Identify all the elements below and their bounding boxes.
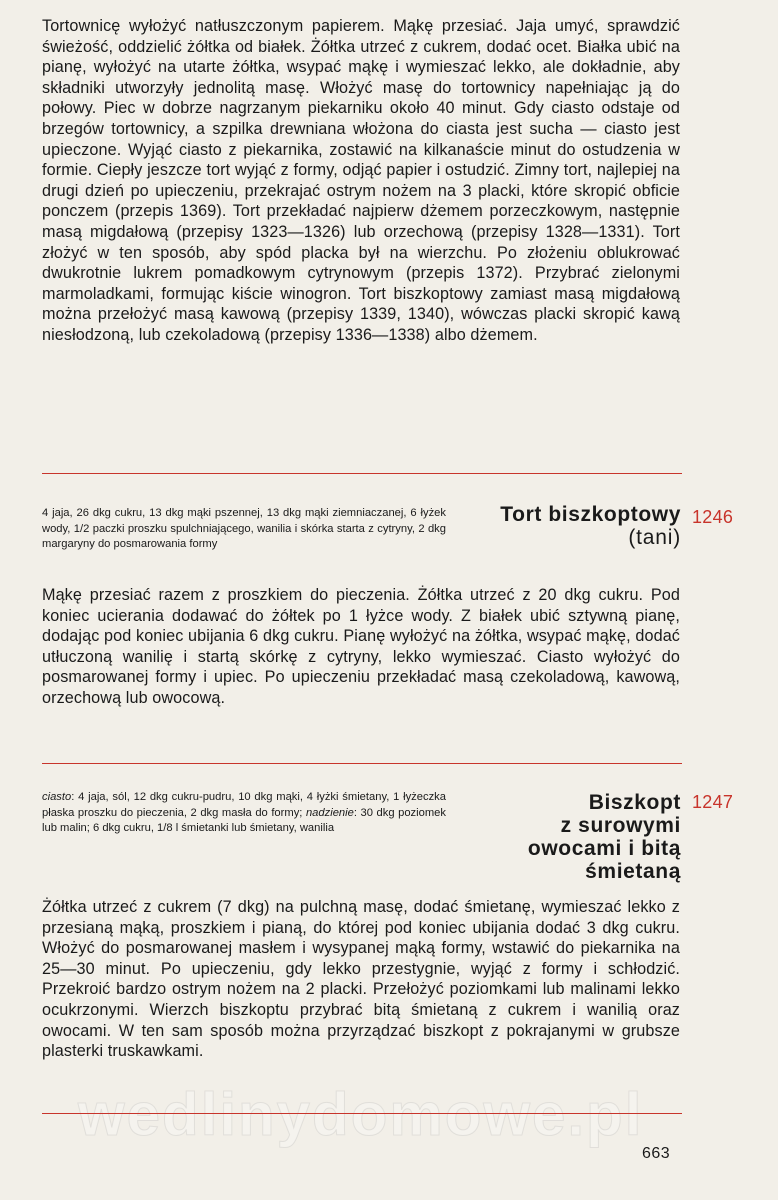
ingredients-ciasto: : 4 jaja, sól, 12 dkg cukru-pudru, 10 dkg mąki, 4 łyżki śmietany, 1 łyżeczka płaska proszku do pieczenia, 2 dkg masła do formy; bbox=[42, 791, 446, 819]
recipe-title-1247-line: z surowymi bbox=[560, 814, 681, 837]
recipe-title-1247 bbox=[451, 791, 681, 883]
recipe-subtitle-1246: (tani) bbox=[628, 526, 681, 549]
section-divider bbox=[42, 763, 682, 764]
ingredient-label-ciasto: ciasto bbox=[42, 791, 72, 803]
intro-paragraph: Tortownicę wyłożyć natłuszczonym papierem. Mąkę przesiać. Jaja umyć, sprawdzić świeżość, oddzielić żółtka od białek. Żółtka utrzeć z cukrem, dodać ocet. Białka ubić na pianę, wyłożyć na utarte żółtka, wsypać mąkę i wymieszać lekko, ale dokładnie, aby składniki utworzyły jednolitą masę. Włożyć masę do tortownicy napełniając ją do połowy. Piec w dobrze nagrzanym piekarniku około 40 minut. Gdy ciasto odstaje od brzegów tortownicy, a szpilka drewniana włożona do ciasta jest sucha — ciasto jest upieczone. Wyjąć ciasto z piekarnika, zostawić na kilkanaście minut do ostudzenia w formie. Ciepły jeszcze tort wyjąć z formy, odjąć papier i ostudzić. Zimny tort, najlepiej na drugi dzień po upieczeniu, przekrajać ostrym nożem na 3 placki, które skropić obficie ponczem (przepis 1369). Tort przekładać najpierw dżemem porzeczkowym, następnie masą migdałową (przepisy 1323—1326) lub orzechową (przepisy 1328—1331). Tort złożyć w ten sposób, aby spód placka był na wierzchu. Po złożeniu oblukrować dwukrotnie lukrem pomadkowym cytrynowym (przepis 1372). Przybrać zielonymi marmoladkami, formując kiście winogron. Tort biszkoptowy zamiast masą migdałową można przełożyć masą kawową (przepisy 1339, 1340), wówczas placki skropić kawą niesłodzoną, lub czekoladową (przepisy 1336—1338) albo dżemem. bbox=[42, 17, 680, 344]
ingredients-nadzienie: : 30 dkg poziomek lub malin; 6 dkg cukru, 1/8 l śmietanki lub śmietany, wanilia bbox=[42, 806, 446, 835]
recipe-title-1246 bbox=[451, 503, 681, 549]
recipe-title-1246-main: Tort biszkoptowy bbox=[500, 503, 681, 526]
recipe-number-1246: 1246 bbox=[692, 507, 734, 527]
recipe-title-1247-line: Biszkopt bbox=[588, 791, 681, 814]
method-1246: Mąkę przesiać razem z proszkiem do pieczenia. Żółtka utrzeć z 20 dkg cukru. Pod koniec ucierania dodawać do żółtek po 1 łyżce wody. Z białek ubić sztywną pianę, dodając pod koniec ubijania 6 dkg cukru. Pianę wyłożyć na żółtka, wsypać mąkę, dodać utłuczoną wanilię i startą skórkę z cytryny, lekko wymieszać. Ciasto wyłożyć do posmarowanej formy i upiec. Po upieczeniu przekładać masą czekoladową, kawową, orzechową lub owocową. bbox=[42, 586, 680, 707]
recipe-title-1247-line: owocami i bitą bbox=[527, 837, 681, 860]
method-1247: Żółtka utrzeć z cukrem (7 dkg) na pulchną masę, dodać śmietanę, wymieszać lekko z przesianą mąką, proszkiem i pianą, do której pod koniec ubijania dodać 3 dkg cukru. Włożyć do posmarowanej masłem i wysypanej mąką formy, wstawić do piekarnika na 25—30 minut. Po upieczeniu, gdy lekko przestygnie, wyjąć z formy i schłodzić. Przekroić bardzo ostrym nożem na 2 placki. Przełożyć poziomkami lub malinami lekko ocukrzonymi. Wierzch biszkoptu przybrać bitą śmietaną z cukrem i wanilią oraz owocami. W ten sam sposób można przyrządzać biszkopt z pokrajanymi w grubsze plasterki truskawkami. bbox=[42, 898, 680, 1061]
recipe-title-1247-line: śmietaną bbox=[585, 860, 681, 883]
section-divider bbox=[42, 473, 682, 474]
watermark: wedlinydomowe.pl bbox=[78, 1081, 644, 1148]
ingredients-1247 bbox=[42, 790, 446, 837]
page-number: 663 bbox=[642, 1145, 671, 1162]
recipe-number-1247: 1247 bbox=[692, 792, 734, 812]
ingredients-1246: 4 jaja, 26 dkg cukru, 13 dkg mąki pszennej, 13 dkg mąki ziemniaczanej, 6 łyżek wody, 1/2 paczki proszku spulchniającego, wanilia i skórka starta z cytryny, 2 dkg margaryny do posmarowania formy bbox=[42, 507, 446, 551]
section-divider bbox=[42, 1113, 682, 1114]
ingredient-label-nadzienie: nadzienie bbox=[305, 806, 354, 819]
